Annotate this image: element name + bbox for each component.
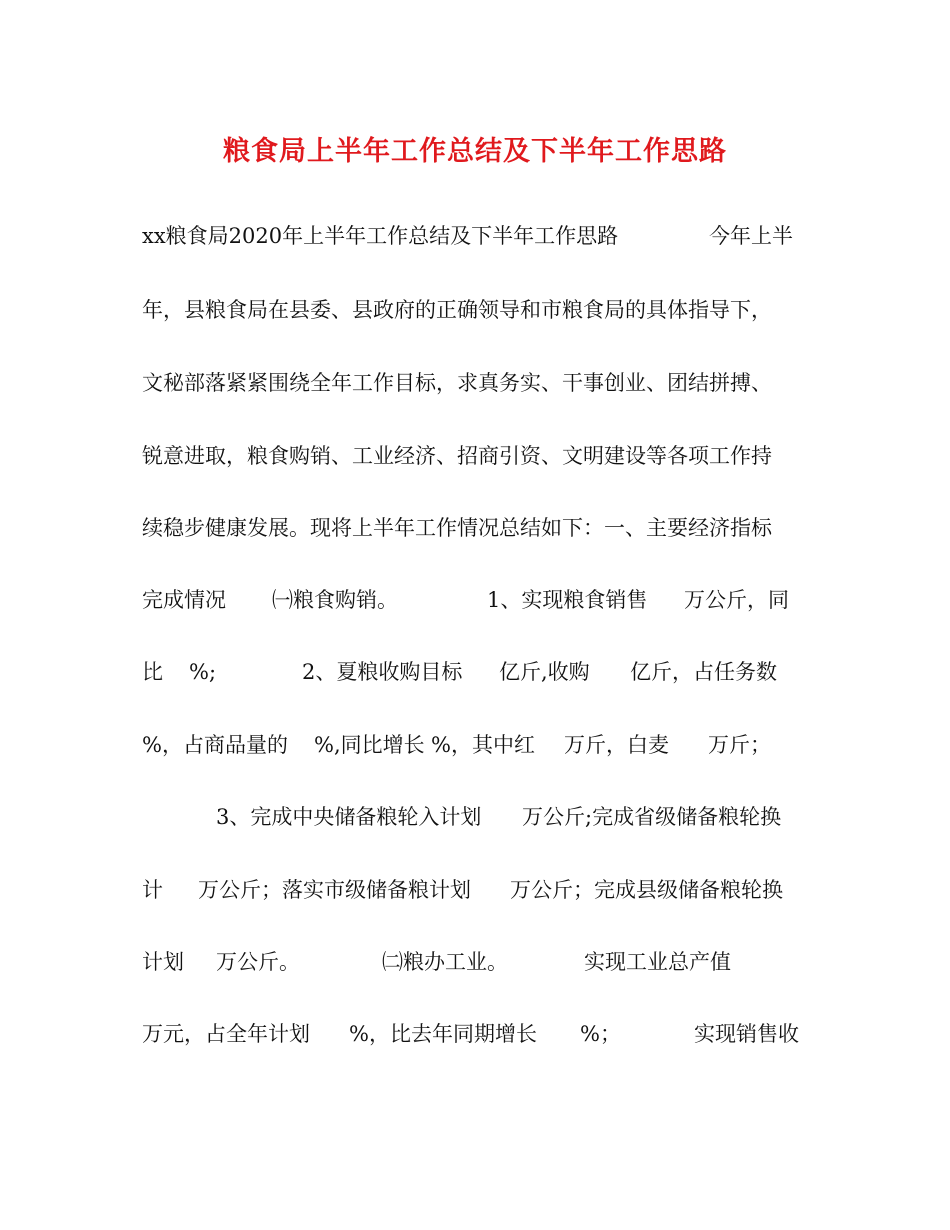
line-text: %，比去年同期增长 bbox=[349, 1022, 537, 1046]
body-line-11 bbox=[0, 947, 731, 977]
body-line-4 bbox=[0, 441, 772, 471]
line-text: 万斤，白麦 bbox=[564, 733, 669, 757]
line-text: 计划 bbox=[142, 950, 184, 974]
body-line-9 bbox=[0, 802, 782, 832]
line-text: 万公斤；落实市级储备粮计划 bbox=[198, 878, 471, 902]
body-line-6 bbox=[0, 585, 789, 615]
line-text: 亿斤,收购 bbox=[499, 660, 590, 684]
line-text: ㈠粮食购销。 bbox=[272, 588, 398, 612]
line-text: 3、完成中央储备粮轮入计划 bbox=[216, 805, 482, 829]
line-text: ㈡粮办工业。 bbox=[382, 950, 508, 974]
line-text: 实现销售收 bbox=[694, 1022, 799, 1046]
line-text: 万斤； bbox=[708, 733, 771, 757]
line-text: 计 bbox=[142, 878, 163, 902]
line-text: 万元，占全年计划 bbox=[142, 1022, 310, 1046]
line-text: 锐意进取，粮食购销、工业经济、招商引资、文明建设等各项工作持 bbox=[142, 444, 772, 468]
line-text: %，占商品量的 bbox=[142, 733, 288, 757]
line-text: 完成情况 bbox=[142, 588, 226, 612]
line-text: 2、夏粮收购目标 bbox=[302, 660, 463, 684]
line-text: 亿斤，占任务数 bbox=[630, 660, 777, 684]
line-text: 今年上半 bbox=[709, 224, 793, 248]
line-text: 年，县粮食局在县委、县政府的正确领导和市粮食局的具体指导下， bbox=[142, 298, 772, 322]
body-line-12 bbox=[0, 1019, 799, 1049]
line-text: %; bbox=[189, 660, 217, 684]
body-line-2 bbox=[0, 295, 772, 325]
line-text: 比 bbox=[142, 660, 163, 684]
body-line-10 bbox=[0, 875, 783, 905]
line-text: %，其中红 bbox=[431, 733, 535, 757]
line-text: 1、实现粮食销售 bbox=[487, 588, 648, 612]
line-text: 万公斤。 bbox=[216, 950, 300, 974]
line-text: 万公斤;完成省级储备粮轮换 bbox=[522, 805, 782, 829]
document-title: 粮食局上半年工作总结及下半年工作思路 bbox=[223, 136, 727, 167]
body-line-5 bbox=[0, 513, 772, 543]
line-text: %,同比增长 bbox=[314, 733, 425, 757]
body-line-7 bbox=[0, 657, 777, 687]
body-line-8 bbox=[0, 730, 771, 760]
line-text: 万公斤；完成县级储备粮轮换 bbox=[510, 878, 783, 902]
line-text: xx粮食局2020年上半年工作总结及下半年工作思路 bbox=[142, 224, 619, 248]
body-line-3 bbox=[0, 368, 772, 398]
line-text: 万公斤，同 bbox=[684, 588, 789, 612]
line-text: %； bbox=[580, 1022, 621, 1046]
line-text: 实现工业总产值 bbox=[584, 950, 731, 974]
body-line-1 bbox=[0, 221, 793, 251]
line-text: 文秘部落紧紧围绕全年工作目标，求真务实、干事创业、团结拼搏、 bbox=[142, 371, 772, 395]
line-text: 续稳步健康发展。现将上半年工作情况总结如下：一、主要经济指标 bbox=[142, 516, 772, 540]
